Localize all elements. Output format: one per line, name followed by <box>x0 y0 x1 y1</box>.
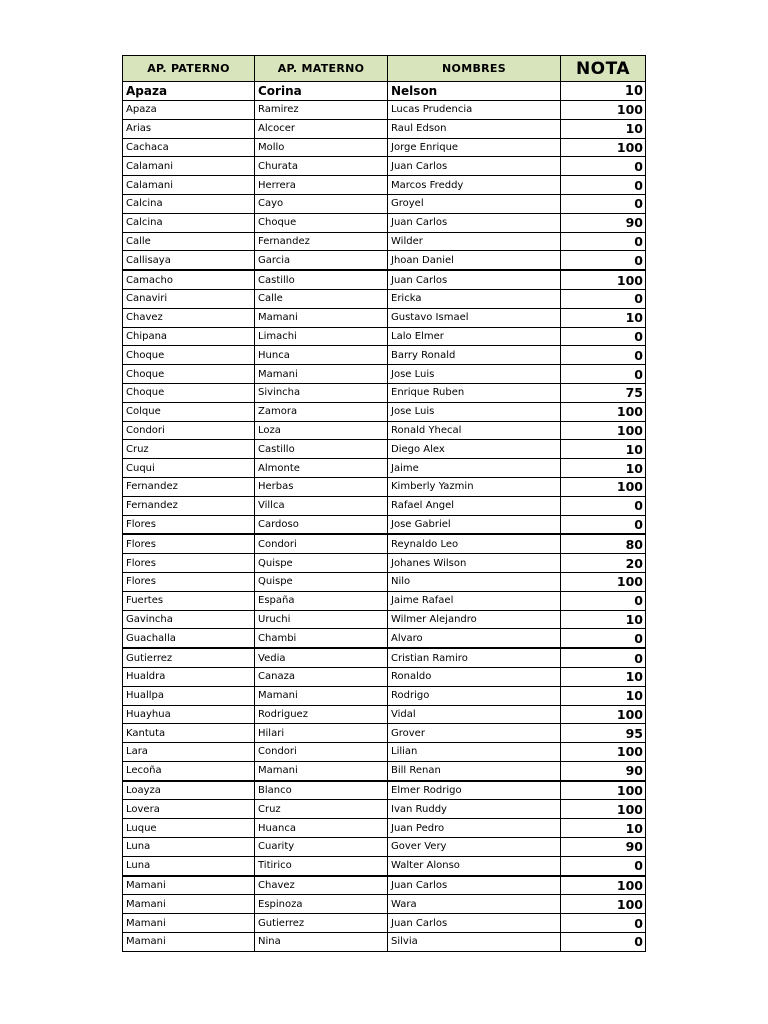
table-row <box>123 82 646 101</box>
table-row <box>123 421 646 440</box>
cell-ap-paterno: Fernandez <box>123 477 255 496</box>
table-row <box>123 308 646 327</box>
cell-ap-paterno: Fuertes <box>123 591 255 610</box>
cell-ap-materno: Espinoza <box>255 895 388 914</box>
cell-nota: 100 <box>561 477 646 496</box>
cell-nota: 10 <box>561 119 646 138</box>
cell-nota: 100 <box>561 895 646 914</box>
cell-nombres: Jaime Rafael <box>388 591 561 610</box>
cell-ap-materno: Ramirez <box>255 101 388 120</box>
cell-nombres: Juan Pedro <box>388 819 561 838</box>
cell-nombres: Gustavo Ismael <box>388 308 561 327</box>
header-nombres: NOMBRES <box>388 56 561 82</box>
cell-nombres: Walter Alonso <box>388 856 561 875</box>
table-row <box>123 346 646 365</box>
cell-ap-paterno: Flores <box>123 572 255 591</box>
table-row <box>123 477 646 496</box>
cell-ap-materno: Mamani <box>255 365 388 384</box>
cell-nombres: Bill Renan <box>388 761 561 780</box>
cell-nombres: Jorge Enrique <box>388 138 561 157</box>
cell-nombres: Juan Carlos <box>388 270 561 289</box>
cell-ap-paterno: Huayhua <box>123 705 255 724</box>
cell-ap-paterno: Calamani <box>123 157 255 176</box>
table-row <box>123 251 646 270</box>
table-row <box>123 591 646 610</box>
cell-nota: 80 <box>561 534 646 553</box>
cell-nombres: Diego Alex <box>388 440 561 459</box>
cell-ap-paterno: Cuqui <box>123 459 255 478</box>
cell-ap-paterno: Cachaca <box>123 138 255 157</box>
cell-nombres: Elmer Rodrigo <box>388 781 561 800</box>
table-row <box>123 856 646 875</box>
table-row <box>123 232 646 251</box>
cell-ap-paterno: Luna <box>123 856 255 875</box>
cell-nota: 100 <box>561 572 646 591</box>
cell-nombres: Juan Carlos <box>388 876 561 895</box>
table-row <box>123 610 646 629</box>
cell-ap-materno: Rodriguez <box>255 705 388 724</box>
cell-ap-paterno: Calcina <box>123 213 255 232</box>
cell-nota: 0 <box>561 933 646 952</box>
cell-ap-materno: Titirico <box>255 856 388 875</box>
cell-nombres: Nelson <box>388 82 561 101</box>
table-row <box>123 705 646 724</box>
cell-nombres: Marcos Freddy <box>388 176 561 195</box>
cell-nombres: Kimberly Yazmin <box>388 477 561 496</box>
table-row <box>123 213 646 232</box>
cell-ap-materno: Herrera <box>255 176 388 195</box>
cell-nombres: Jose Gabriel <box>388 515 561 534</box>
header-row <box>123 56 646 82</box>
cell-ap-materno: Uruchi <box>255 610 388 629</box>
cell-ap-materno: Quispe <box>255 572 388 591</box>
cell-nombres: Raul Edson <box>388 119 561 138</box>
cell-ap-paterno: Arias <box>123 119 255 138</box>
cell-nombres: Alvaro <box>388 629 561 648</box>
cell-ap-paterno: Camacho <box>123 270 255 289</box>
table-row <box>123 876 646 895</box>
cell-nota: 90 <box>561 213 646 232</box>
cell-ap-paterno: Lovera <box>123 800 255 819</box>
cell-ap-paterno: Loayza <box>123 781 255 800</box>
cell-ap-paterno: Calcina <box>123 194 255 213</box>
cell-ap-paterno: Gavincha <box>123 610 255 629</box>
table-row <box>123 289 646 308</box>
cell-ap-materno: Cuarity <box>255 838 388 857</box>
cell-nombres: Wilder <box>388 232 561 251</box>
cell-ap-materno: Fernandez <box>255 232 388 251</box>
cell-nombres: Jhoan Daniel <box>388 251 561 270</box>
cell-nota: 100 <box>561 781 646 800</box>
cell-nota: 100 <box>561 270 646 289</box>
table-row <box>123 914 646 933</box>
cell-nota: 0 <box>561 629 646 648</box>
table-row <box>123 270 646 289</box>
cell-nota: 0 <box>561 176 646 195</box>
table-row <box>123 534 646 553</box>
cell-nombres: Johanes Wilson <box>388 554 561 573</box>
cell-nombres: Lilian <box>388 743 561 762</box>
table-row <box>123 119 646 138</box>
cell-ap-materno: Quispe <box>255 554 388 573</box>
cell-ap-materno: Almonte <box>255 459 388 478</box>
cell-ap-materno: Chambi <box>255 629 388 648</box>
table-row <box>123 194 646 213</box>
cell-nombres: Lalo Elmer <box>388 327 561 346</box>
cell-ap-materno: Churata <box>255 157 388 176</box>
cell-ap-paterno: Mamani <box>123 933 255 952</box>
table-row <box>123 515 646 534</box>
cell-ap-materno: Herbas <box>255 477 388 496</box>
table-row <box>123 138 646 157</box>
cell-nombres: Reynaldo Leo <box>388 534 561 553</box>
cell-ap-paterno: Flores <box>123 515 255 534</box>
table-row <box>123 496 646 515</box>
cell-ap-materno: Limachi <box>255 327 388 346</box>
cell-ap-materno: Chavez <box>255 876 388 895</box>
cell-ap-paterno: Chipana <box>123 327 255 346</box>
cell-ap-materno: Calle <box>255 289 388 308</box>
cell-ap-materno: Alcocer <box>255 119 388 138</box>
cell-nombres: Jose Luis <box>388 402 561 421</box>
cell-nombres: Ivan Ruddy <box>388 800 561 819</box>
cell-nota: 100 <box>561 800 646 819</box>
cell-ap-materno: Canaza <box>255 667 388 686</box>
table-row <box>123 157 646 176</box>
cell-nombres: Juan Carlos <box>388 213 561 232</box>
cell-ap-paterno: Fernandez <box>123 496 255 515</box>
table-row <box>123 761 646 780</box>
cell-nota: 75 <box>561 383 646 402</box>
cell-nombres: Rodrigo <box>388 686 561 705</box>
cell-ap-materno: Hunca <box>255 346 388 365</box>
cell-ap-paterno: Luna <box>123 838 255 857</box>
cell-nota: 20 <box>561 554 646 573</box>
cell-nombres: Wara <box>388 895 561 914</box>
cell-nota: 10 <box>561 82 646 101</box>
cell-nombres: Grover <box>388 724 561 743</box>
cell-ap-paterno: Canaviri <box>123 289 255 308</box>
cell-nota: 0 <box>561 591 646 610</box>
cell-nombres: Vidal <box>388 705 561 724</box>
cell-ap-materno: Loza <box>255 421 388 440</box>
table-row <box>123 724 646 743</box>
table-row <box>123 402 646 421</box>
cell-ap-paterno: Guachalla <box>123 629 255 648</box>
cell-ap-materno: Corina <box>255 82 388 101</box>
table-row <box>123 743 646 762</box>
header-nota: NOTA <box>561 56 646 82</box>
cell-nota: 0 <box>561 515 646 534</box>
cell-nota: 90 <box>561 838 646 857</box>
cell-ap-paterno: Choque <box>123 346 255 365</box>
cell-ap-paterno: Choque <box>123 365 255 384</box>
cell-nota: 0 <box>561 496 646 515</box>
table-row <box>123 629 646 648</box>
cell-ap-materno: Zamora <box>255 402 388 421</box>
cell-ap-paterno: Hualdra <box>123 667 255 686</box>
cell-nombres: Ronaldo <box>388 667 561 686</box>
cell-nota: 10 <box>561 308 646 327</box>
cell-ap-materno: Castillo <box>255 270 388 289</box>
table-row <box>123 819 646 838</box>
cell-nota: 0 <box>561 327 646 346</box>
cell-ap-materno: Castillo <box>255 440 388 459</box>
cell-ap-materno: Cardoso <box>255 515 388 534</box>
table-row <box>123 554 646 573</box>
table-row <box>123 327 646 346</box>
cell-ap-paterno: Apaza <box>123 101 255 120</box>
cell-ap-materno: Garcia <box>255 251 388 270</box>
cell-nota: 90 <box>561 761 646 780</box>
table-body <box>123 82 646 952</box>
cell-nombres: Juan Carlos <box>388 914 561 933</box>
cell-nombres: Wilmer Alejandro <box>388 610 561 629</box>
cell-nota: 0 <box>561 914 646 933</box>
cell-ap-paterno: Kantuta <box>123 724 255 743</box>
table-row <box>123 781 646 800</box>
cell-ap-paterno: Callisaya <box>123 251 255 270</box>
table-row <box>123 459 646 478</box>
table-row <box>123 933 646 952</box>
table-row <box>123 648 646 667</box>
cell-nota: 100 <box>561 138 646 157</box>
table-row <box>123 838 646 857</box>
cell-nota: 10 <box>561 440 646 459</box>
cell-nombres: Nilo <box>388 572 561 591</box>
cell-nota: 0 <box>561 232 646 251</box>
cell-ap-materno: Gutierrez <box>255 914 388 933</box>
table-row <box>123 895 646 914</box>
cell-ap-materno: Sivincha <box>255 383 388 402</box>
header-ap-materno: AP. MATERNO <box>255 56 388 82</box>
cell-ap-materno: España <box>255 591 388 610</box>
table-row <box>123 383 646 402</box>
cell-ap-paterno: Gutierrez <box>123 648 255 667</box>
cell-nota: 100 <box>561 876 646 895</box>
cell-nombres: Jose Luis <box>388 365 561 384</box>
cell-ap-materno: Condori <box>255 743 388 762</box>
cell-ap-materno: Blanco <box>255 781 388 800</box>
cell-nota: 10 <box>561 667 646 686</box>
cell-ap-paterno: Cruz <box>123 440 255 459</box>
cell-nombres: Jaime <box>388 459 561 478</box>
cell-nota: 100 <box>561 705 646 724</box>
table-row <box>123 800 646 819</box>
cell-nombres: Cristian Ramiro <box>388 648 561 667</box>
cell-nota: 10 <box>561 819 646 838</box>
cell-nombres: Rafael Angel <box>388 496 561 515</box>
cell-nombres: Groyel <box>388 194 561 213</box>
cell-nota: 0 <box>561 856 646 875</box>
table-row <box>123 572 646 591</box>
cell-ap-materno: Choque <box>255 213 388 232</box>
header-ap-paterno: AP. PATERNO <box>123 56 255 82</box>
cell-ap-paterno: Colque <box>123 402 255 421</box>
cell-nota: 95 <box>561 724 646 743</box>
table-row <box>123 667 646 686</box>
cell-ap-paterno: Mamani <box>123 876 255 895</box>
cell-nota: 100 <box>561 402 646 421</box>
cell-nombres: Ericka <box>388 289 561 308</box>
cell-nombres: Enrique Ruben <box>388 383 561 402</box>
cell-nota: 0 <box>561 289 646 308</box>
table-row <box>123 101 646 120</box>
cell-ap-materno: Nina <box>255 933 388 952</box>
cell-nota: 100 <box>561 101 646 120</box>
cell-ap-materno: Mamani <box>255 308 388 327</box>
cell-nota: 100 <box>561 743 646 762</box>
table-header <box>123 56 646 82</box>
cell-ap-materno: Mamani <box>255 761 388 780</box>
cell-ap-materno: Cayo <box>255 194 388 213</box>
cell-nota: 0 <box>561 346 646 365</box>
table-row <box>123 686 646 705</box>
cell-nota: 10 <box>561 459 646 478</box>
cell-ap-paterno: Calle <box>123 232 255 251</box>
cell-ap-materno: Huanca <box>255 819 388 838</box>
cell-nota: 0 <box>561 365 646 384</box>
cell-nombres: Silvia <box>388 933 561 952</box>
cell-ap-paterno: Mamani <box>123 914 255 933</box>
cell-nombres: Ronald Yhecal <box>388 421 561 440</box>
cell-ap-paterno: Mamani <box>123 895 255 914</box>
cell-ap-paterno: Huallpa <box>123 686 255 705</box>
cell-nombres: Lucas Prudencia <box>388 101 561 120</box>
cell-nota: 10 <box>561 610 646 629</box>
table-row <box>123 176 646 195</box>
cell-ap-materno: Villca <box>255 496 388 515</box>
table-row <box>123 440 646 459</box>
cell-ap-materno: Hilari <box>255 724 388 743</box>
cell-ap-paterno: Lara <box>123 743 255 762</box>
cell-ap-materno: Mollo <box>255 138 388 157</box>
cell-ap-materno: Condori <box>255 534 388 553</box>
cell-nota: 0 <box>561 194 646 213</box>
cell-nombres: Juan Carlos <box>388 157 561 176</box>
cell-ap-paterno: Luque <box>123 819 255 838</box>
table-row <box>123 365 646 384</box>
cell-nota: 100 <box>561 421 646 440</box>
cell-ap-materno: Mamani <box>255 686 388 705</box>
cell-ap-paterno: Choque <box>123 383 255 402</box>
cell-ap-paterno: Flores <box>123 534 255 553</box>
cell-ap-materno: Cruz <box>255 800 388 819</box>
cell-ap-paterno: Chavez <box>123 308 255 327</box>
cell-ap-paterno: Lecoña <box>123 761 255 780</box>
cell-nombres: Gover Very <box>388 838 561 857</box>
cell-nota: 0 <box>561 157 646 176</box>
cell-ap-paterno: Apaza <box>123 82 255 101</box>
cell-nota: 10 <box>561 686 646 705</box>
cell-ap-materno: Vedia <box>255 648 388 667</box>
cell-nombres: Barry Ronald <box>388 346 561 365</box>
cell-ap-paterno: Condori <box>123 421 255 440</box>
cell-ap-paterno: Flores <box>123 554 255 573</box>
grades-table <box>122 55 646 952</box>
cell-nota: 0 <box>561 648 646 667</box>
cell-nota: 0 <box>561 251 646 270</box>
cell-ap-paterno: Calamani <box>123 176 255 195</box>
